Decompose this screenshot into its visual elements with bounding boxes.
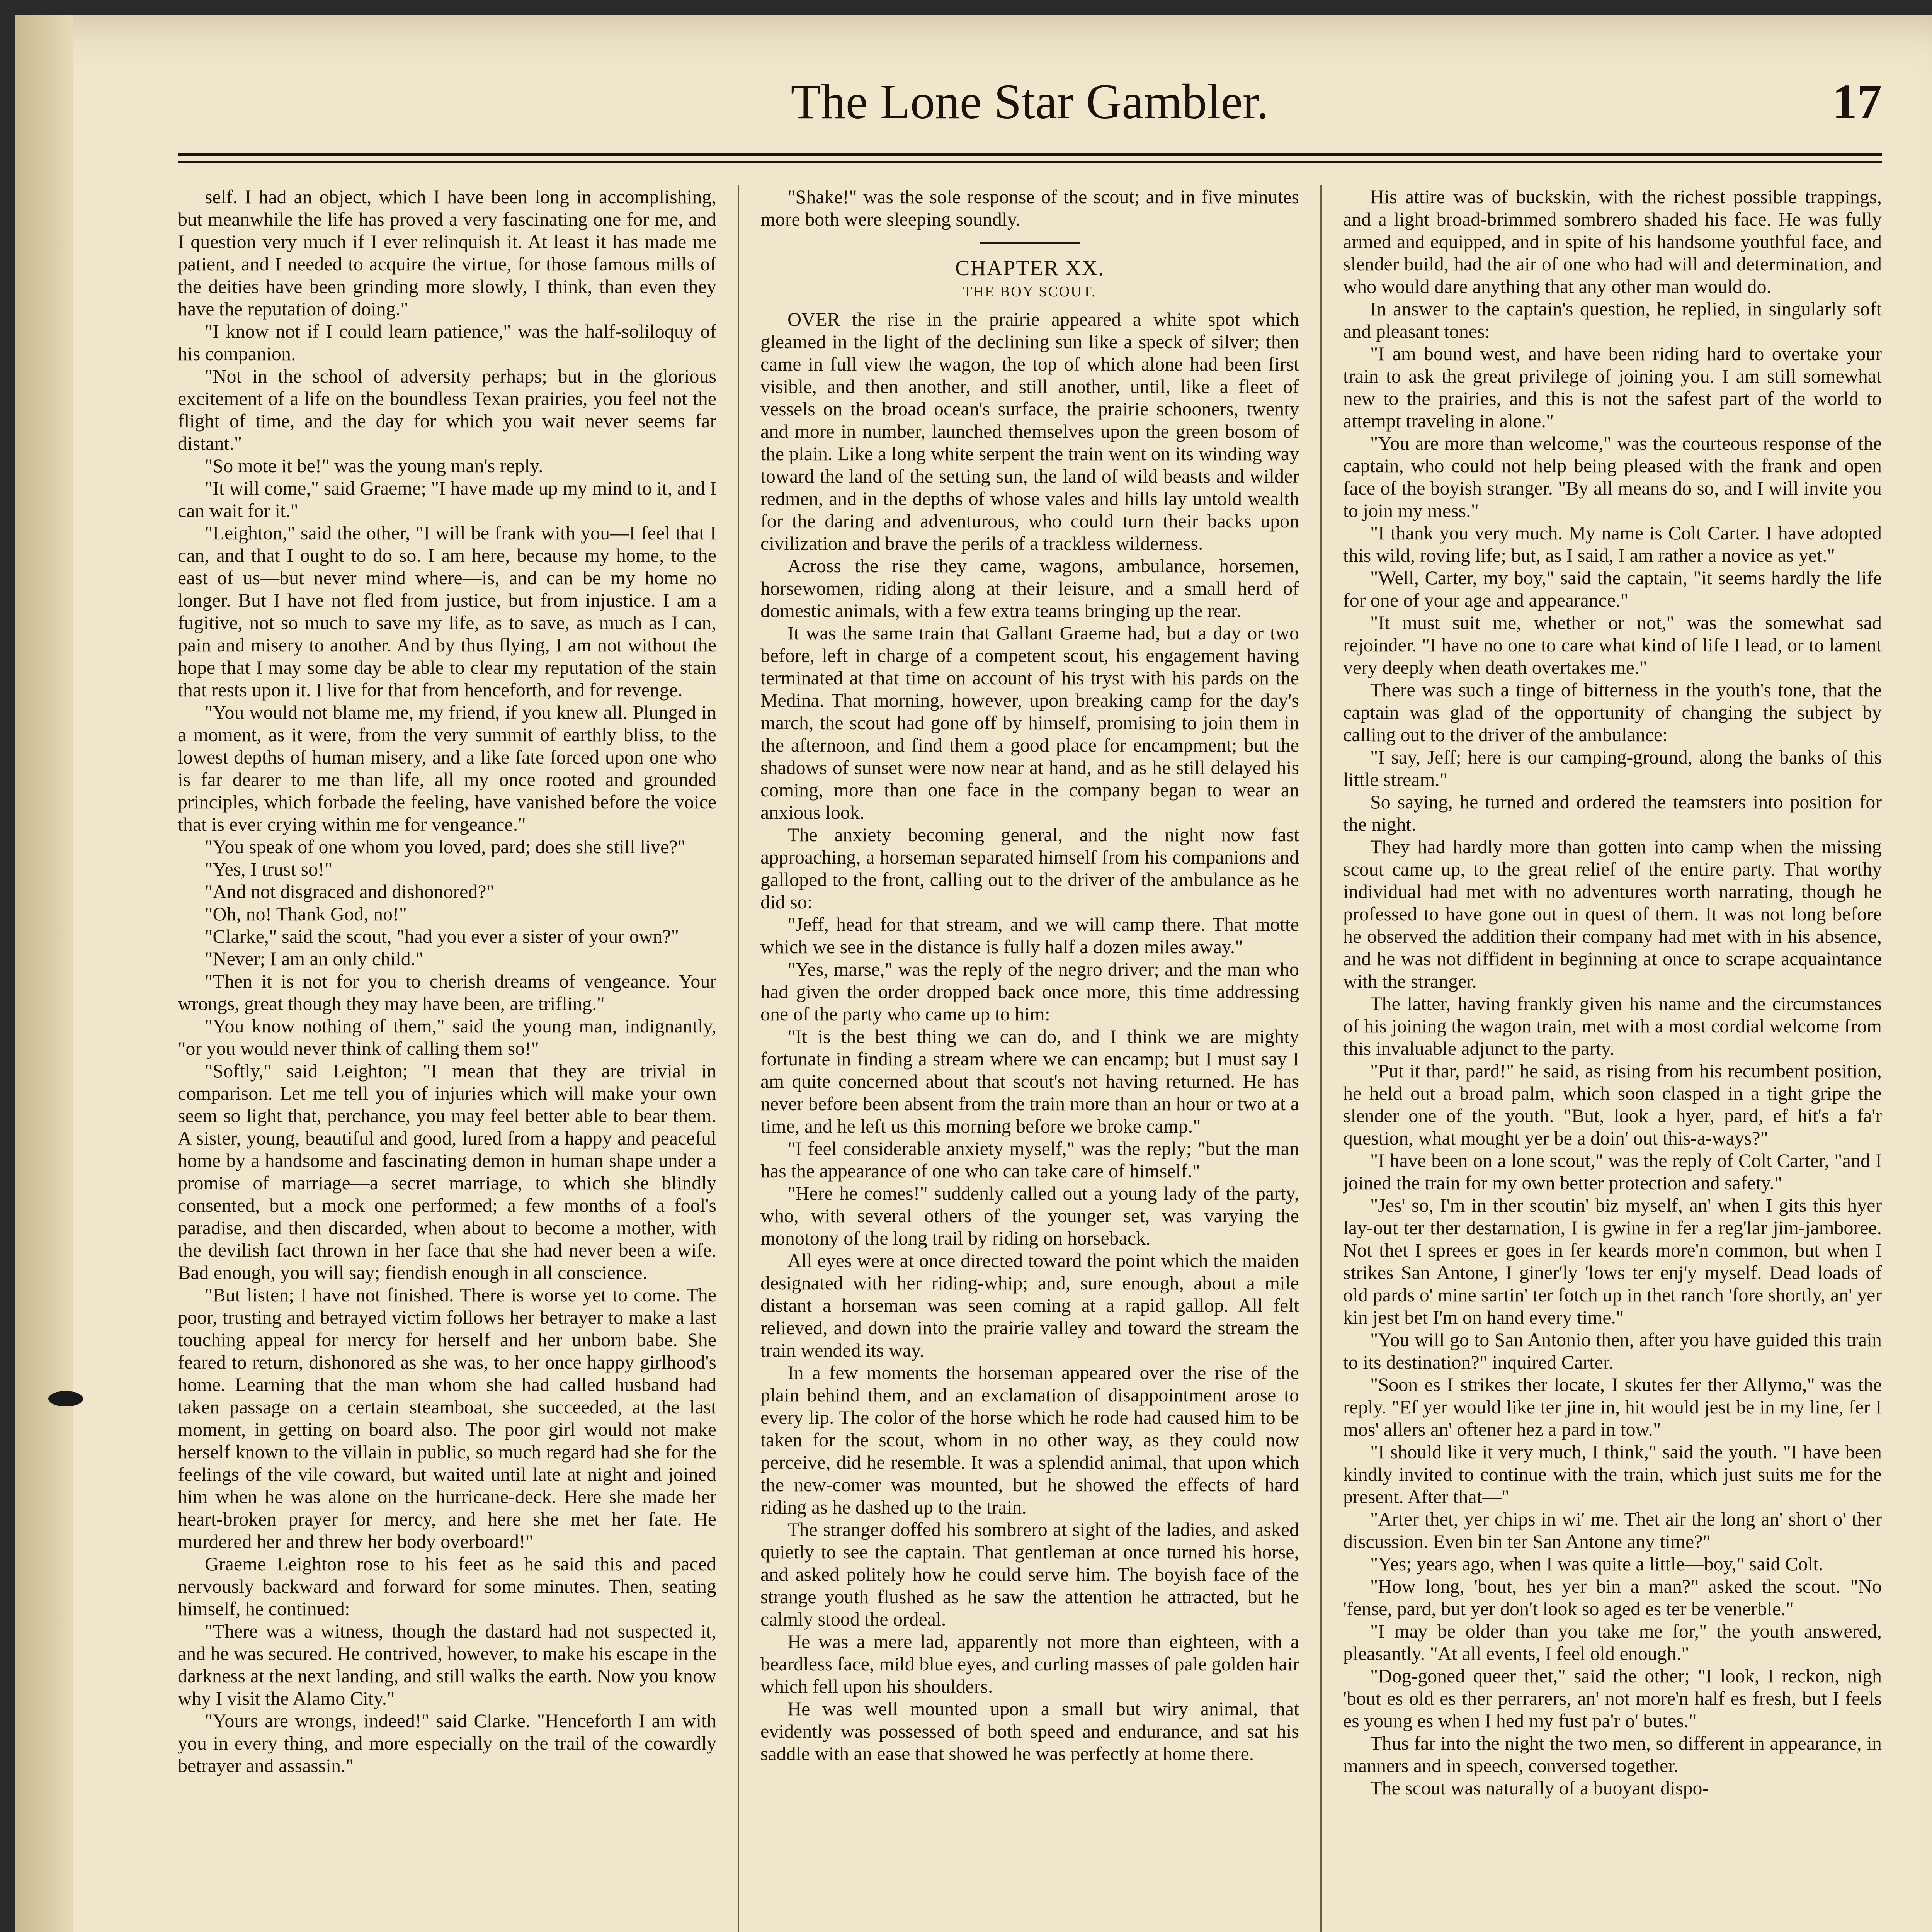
binding-hole	[48, 1391, 83, 1406]
paragraph: "Yes, marse," was the reply of the negro driver; and the man who had given the order dropped back once more, this time addressing one of the party who came up to him:	[760, 958, 1299, 1025]
paragraph: "And not disgraced and dishonored?"	[205, 881, 494, 902]
column-2-body	[760, 308, 1299, 1765]
paragraph: "Yes; years ago, when I was quite a little—boy," said Colt.	[1370, 1553, 1823, 1575]
paragraph: "I know not if I could learn patience," was the half-soliloquy of his companion.	[178, 320, 716, 364]
paragraph: "I am bound west, and have been riding hard to overtake your train to ask the great privilege of joining you. I am still somewhat new to the prairies, and this is not the safest part of the world to attempt traveling in alone."	[1343, 343, 1882, 432]
column-1	[178, 185, 716, 1932]
paragraph: "Yes, I trust so!"	[205, 858, 333, 880]
header-rule	[178, 153, 1882, 156]
paragraph: "Never; I am an only child."	[205, 948, 423, 969]
column-2-top	[760, 185, 1299, 230]
paragraph: "I say, Jeff; here is our camping-ground, along the banks of this little stream."	[1343, 746, 1882, 790]
paragraph: "I should like it very much, I think," said the youth. "I have been kindly invited to continue with the train, which just suits me for the present. After that—"	[1343, 1441, 1882, 1507]
paragraph: "It must suit me, whether or not," was the somewhat sad rejoinder. "I have no one to care what kind of life I lead, or to lament very deeply when death overtakes me."	[1343, 612, 1882, 678]
paragraph: "Leighton," said the other, "I will be frank with you—I feel that I can, and that I ought to do so. I am here, because my home, to the east of us—but never mind where—is, and can be my home no longer. But I have not fled from justice, but from injustice. I am a fugitive, not so much to save my life, as to save, as much as I can, pain and misery to another. And by thus flying, I am not without the hope that I may some day be able to clear my reputation of the stain that rests upon it. I live for that from henceforth, and for revenge.	[178, 522, 716, 701]
paragraph: They had hardly more than gotten into camp when the missing scout came up, to the great relief of the entire party. That worthy individual had met with no adventures worth narrating, though he professed to have gone out in quest of them. It was not long before he observed the addition their company had met with in his absence, and he was not diffident in beginning at once to scrape acquaintance with the stranger.	[1343, 836, 1882, 992]
paragraph: The scout was naturally of a buoyant dispo-	[1370, 1777, 1709, 1799]
paragraph: "There was a witness, though the dastard had not suspected it, and he was secured. He contrived, however, to make his escape in the darkness at the next landing, and still walks the earth. Now you know why I visit the Alamo City."	[178, 1620, 716, 1709]
page-number: 17	[1832, 74, 1882, 129]
paragraph: "It will come," said Graeme; "I have made up my mind to it, and I can wait for it."	[178, 477, 716, 521]
paragraph: "Shake!" was the sole response of the scout; and in five minutes more both were sleeping soundly.	[760, 186, 1299, 230]
paragraph: "Dog-goned queer thet," said the other; "I look, I reckon, nigh 'bout es old es ther perrarers, an' not more'n half es fresh, but I feels es young es when I hed my fust pa'r o' butes."	[1343, 1665, 1882, 1731]
chapter-rule	[980, 242, 1080, 244]
paragraph: The stranger doffed his sombrero at sight of the ladies, and asked quietly to see the captain. That gentleman at once turned his horse, and asked politely how he could serve him. The boyish face of the strange youth flushed as he saw the attention he attracted, but he calmly stood the ordeal.	[760, 1519, 1299, 1630]
paragraph: The latter, having frankly given his name and the circumstances of his joining the wagon train, met with a most cordial welcome from this invaluable adjunct to the party.	[1343, 993, 1882, 1059]
chapter-subtitle: THE BOY SCOUT.	[963, 283, 1097, 300]
paragraph: "I thank you very much. My name is Colt Carter. I have adopted this wild, roving life; but, as I said, I am rather a novice as yet."	[1343, 522, 1882, 566]
paragraph: "Arter thet, yer chips in wi' me. Thet air the long an' short o' ther discussion. Even bin ter San Antone any time?"	[1343, 1508, 1882, 1552]
paragraph: "It is the best thing we can do, and I think we are mighty fortunate in finding a stream where we can encamp; but I must say I am quite concerned about that scout's not having returned. He has never before been absent from the train more than an hour or two at a time, and he left us this morning before we broke camp."	[760, 1026, 1299, 1137]
paragraph: "Not in the school of adversity perhaps; but in the glorious excitement of a life on the boundless Texan prairies, you feel not the flight of time, and the day for which you wait never seems far distant."	[178, 365, 716, 454]
paragraph: "Put it thar, pard!" he said, as rising from his recumbent position, he held out a broad palm, which soon clasped in a tight gripe the slender one of the youth. "But, look a hyer, pard, ef hit's a fa'r question, what mought yer be a doin' out this-a-ways?"	[1343, 1060, 1882, 1149]
paragraph: In a few moments the horseman appeared over the rise of the plain behind them, and an exclamation of disappointment arose to every lip. The color of the horse which he rode had caused him to be taken for the scout, whom in no other way, as they could now perceive, did he resemble. It was a splendid animal, that upon which the new-comer was mounted, but he showed the effects of hard riding as he dashed up to the train.	[760, 1362, 1299, 1518]
paragraph: OVER the rise in the prairie appeared a white spot which gleamed in the light of the declining sun like a speck of silver; then came in full view the wagon, the top of which alone had been first visible, and then another, and still another, until, like a fleet of vessels on the broad ocean's surface, the prairie schooners, twenty and more in number, launched themselves upon the green bosom of the plain. Like a long white serpent the train went on its winding way toward the land of the setting sun, the land of wild beasts and wilder redmen, and in the depths of whose vales and hills lay untold wealth for the daring and adventurous, who could turn their backs upon civilization and brave the perils of a trackless wilderness.	[760, 308, 1299, 554]
page-title: The Lone Star Gambler.	[791, 74, 1269, 129]
paragraph: "I have been on a lone scout," was the reply of Colt Carter, "and I joined the train for my own better protection and safety."	[1343, 1150, 1882, 1194]
paragraph: "How long, 'bout, hes yer bin a man?" asked the scout. "No 'fense, pard, but yer don't look so aged es ter be venerble."	[1343, 1575, 1882, 1619]
paragraph: "So mote it be!" was the young man's reply.	[205, 455, 543, 476]
paragraph: self. I had an object, which I have been long in accomplishing, but meanwhile the life has proved a very fascinating one for me, and I question very much if I ever relinquish it. At least it has made me patient, and I needed to acquire the virtue, for those famous mills of the deities have been grinding more slowly, I think, than even they have the reputation of doing."	[178, 186, 716, 320]
paragraph: It was the same train that Gallant Graeme had, but a day or two before, left in charge of a competent scout, his engagement having terminated at that time on account of his tryst with his pards on the Medina. That morning, however, upon breaking camp for the day's march, the scout had gone off by himself, promising to join them in the afternoon, and find them a good place for encampment; but the shadows of sunset were now near at hand, and as he still delayed his coming, more than one face in the company began to wear an anxious look.	[760, 622, 1299, 823]
paragraph: "You are more than welcome," was the courteous response of the captain, who could not help being pleased with the frank and open face of the boyish stranger. "By all means do so, and I will invite you to join my mess."	[1343, 432, 1882, 521]
column-3	[1343, 185, 1882, 1932]
paragraph: "You will go to San Antonio then, after you have guided this train to its destination?" inquired Carter.	[1343, 1329, 1882, 1373]
paragraph: "Softly," said Leighton; "I mean that they are trivial in comparison. Let me tell you of injuries which will make your own seem so light that, perchance, you may feel better able to bear them. A sister, young, beautiful and good, lured from a happy and peaceful home by a handsome and fascinating demon in human shape under a promise of marriage—a secret marriage, to which she blindly consented, but a mock one performed; a few months of a fool's paradise, and then discarded, when about to become a mother, with the devilish fact thrown in her face that she had never been a wife. Bad enough, you will say; fiendish enough in all conscience.	[178, 1060, 716, 1283]
paragraph: So saying, he turned and ordered the teamsters into position for the night.	[1343, 791, 1882, 835]
paragraph: "You speak of one whom you loved, pard; does she still live?"	[205, 836, 685, 857]
paragraph: "I feel considerable anxiety myself," was the reply; "but the man has the appearance of one who can take care of himself."	[760, 1138, 1299, 1182]
paragraph: "Oh, no! Thank God, no!"	[205, 903, 407, 925]
paragraph: "Then it is not for you to cherish dreams of vengeance. Your wrongs, great though they may have been, are trifling."	[178, 970, 716, 1014]
paragraph: Graeme Leighton rose to his feet as he said this and paced nervously backward and forward for some minutes. Then, seating himself, he continued:	[178, 1553, 716, 1619]
newspaper-page	[15, 15, 1932, 1932]
paragraph: "You know nothing of them," said the young man, indignantly, "or you would never think of calling them so!"	[178, 1015, 716, 1059]
column-2	[760, 185, 1299, 1932]
paragraph: There was such a tinge of bitterness in the youth's tone, that the captain was glad of the opportunity of changing the subject by calling out to the driver of the ambulance:	[1343, 679, 1882, 745]
paragraph: The anxiety becoming general, and the night now fast approaching, a horseman separated himself from his companions and galloped to the front, calling out to the driver of the ambulance as he did so:	[760, 824, 1299, 913]
paragraph: "You would not blame me, my friend, if you knew all. Plunged in a moment, as it were, from the very summit of earthly bliss, to the lowest depths of human misery, and a like fate forced upon one who is far dearer to me than life, all my once rooted and grounded principles, which forbade the feeling, have vanished before the voice that is ever crying within me for vengeance."	[178, 701, 716, 835]
paragraph: He was a mere lad, apparently not more than eighteen, with a beardless face, mild blue eyes, and curling masses of pale golden hair which fell upon his shoulders.	[760, 1631, 1299, 1697]
paragraph: Across the rise they came, wagons, ambulance, horsemen, horsewomen, riding along at their leisure, and a small herd of domestic animals, with a few extra teams bringing up the rear.	[760, 555, 1299, 622]
page-header	[178, 73, 1882, 162]
paragraph: "Yours are wrongs, indeed!" said Clarke. "Henceforth I am with you in every thing, and more especially on the trail of the cowardly betrayer and assassin."	[178, 1710, 716, 1776]
paragraph: "Here he comes!" suddenly called out a young lady of the party, who, with several others of the younger set, was varying the monotony of the long trail by riding on horseback.	[760, 1182, 1299, 1249]
header-rule-thin	[178, 161, 1882, 163]
text-columns	[178, 185, 1882, 1932]
paragraph: Thus far into the night the two men, so different in appearance, in manners and in speech, conversed together.	[1343, 1732, 1882, 1776]
paragraph: "Soon es I strikes ther locate, I skutes fer ther Allymo," was the reply. "Ef yer would like ter jine in, hit would jest be in my line, fer I mos' allers an' oftener hez a pard in tow."	[1343, 1374, 1882, 1440]
paragraph: "Well, Carter, my boy," said the captain, "it seems hardly the life for one of your age and appearance."	[1343, 567, 1882, 611]
column-divider	[738, 185, 739, 1932]
paragraph: "Clarke," said the scout, "had you ever a sister of your own?"	[205, 925, 679, 947]
paragraph: "But listen; I have not finished. There is worse yet to come. The poor, trusting and betrayed victim follows her betrayer to make a last touching appeal for mercy for herself and her unborn babe. She feared to return, dishonored as she was, to her once happy girlhood's home. Learning that the man whom she had called husband had taken passage on a certain steamboat, she succeeded, at the last moment, in getting on board also. The poor girl would not make herself known to the villain in public, so much regard had she for the feelings of the vile coward, but waited until late at night and joined him when he was alone on the hurricane-deck. Here she made her heart-broken prayer for mercy, and here she met her fate. He murdered her and threw her body overboard!"	[178, 1284, 716, 1552]
paragraph: "Jeff, head for that stream, and we will camp there. That motte which we see in the distance is fully half a dozen miles away."	[760, 913, 1299, 958]
page-spine	[15, 15, 73, 1932]
paragraph: All eyes were at once directed toward the point which the maiden designated with her riding-whip; and, sure enough, about a mile distant a horseman was seen coming at a rapid gallop. All felt relieved, and down into the prairie valley and toward the stream the train wended its way.	[760, 1250, 1299, 1361]
paragraph: In answer to the captain's question, he replied, in singularly soft and pleasant tones:	[1343, 298, 1882, 342]
paragraph: "Jes' so, I'm in ther scoutin' biz myself, an' when I gits this hyer lay-out ter ther destarnation, I is gwine in fer a reg'lar jim-jamboree. Not thet I sprees er goes in fer keards more'n common, but when I strikes San Antone, I giner'ly 'lows ter enj'y myself. Dead loads of old pards o' mine sartin' ter fotch up in thet ranch 'fore shortly, an' yer kin jest bet I'm on hand every time."	[1343, 1194, 1882, 1328]
paragraph: "I may be older than you take me for," the youth answered, pleasantly. "At all events, I feel old enough."	[1343, 1620, 1882, 1664]
paragraph: He was well mounted upon a small but wiry animal, that evidently was possessed of both speed and endurance, and sat his saddle with an ease that showed he was perfectly at home there.	[760, 1698, 1299, 1765]
column-divider	[1320, 185, 1322, 1932]
chapter-title: CHAPTER XX.	[955, 256, 1105, 280]
paragraph: His attire was of buckskin, with the richest possible trappings, and a light broad-brimmed sombrero shaded his face. He was fully armed and equipped, and in spite of his handsome youthful face, and slender build, had the air of one who had will and determination, and who would dare anything that any other man would do.	[1343, 186, 1882, 297]
